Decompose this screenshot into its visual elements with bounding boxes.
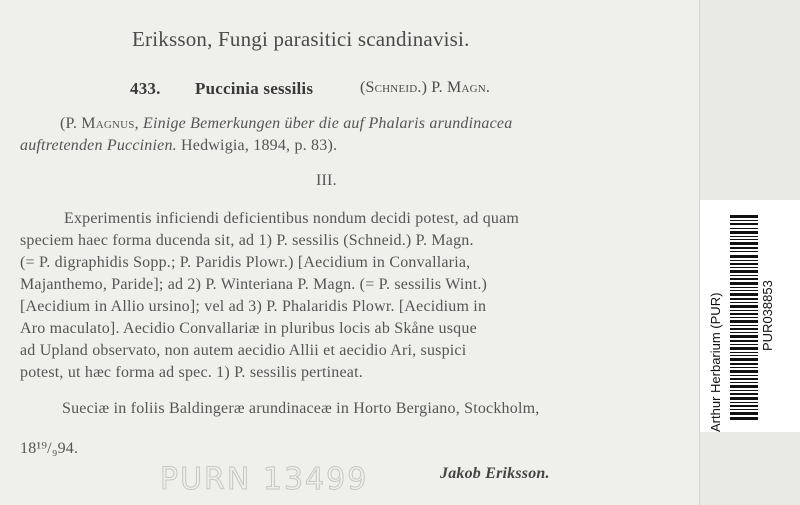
collection-date: 18¹⁹/₉94. — [20, 440, 79, 457]
barcode-icon — [730, 215, 758, 420]
reference-title: Einige Bemerkungen über die auf Phalaris arundinacea — [143, 115, 513, 132]
handwritten-accession-number: PURN 13499 — [160, 462, 369, 497]
reference-author: Magnus — [81, 115, 135, 132]
reference-text: (P. — [60, 115, 82, 132]
barcode-id: PUR038853 — [760, 280, 775, 352]
body-line: speciem haec forma ducenda sit, ad 1) P. sessilis (Schneid.) P. Magn. — [20, 232, 474, 249]
body-line: Aro maculato]. Aecidio Convallariæ in pluribus locis ab Skåne usque — [20, 320, 477, 337]
species-authority: (Schneid.) P. Magn. — [360, 79, 491, 96]
body-line: Majanthemo, Paride]; ad 2) P. Winteriana P. Magn. (= P. sessilis Wint.) — [20, 276, 488, 293]
reference-title: auftretenden Puccinien. — [20, 137, 177, 154]
collector-signature: Jakob Eriksson. — [440, 465, 550, 482]
series-header: Eriksson, Fungi parasitici scandinavisi. — [132, 27, 470, 51]
body-line: [Aecidium in Allio ursino]; vel ad 3) P. Phalaridis Plowr. [Aecidium in — [20, 298, 487, 315]
reference-citation: Hedwigia, 1894, p. 83). — [176, 137, 338, 154]
reference-line-1 — [60, 115, 512, 133]
body-line: (= P. digraphidis Sopp.; P. Paridis Plowr.) [Aecidium in Convallaria, — [20, 254, 471, 271]
body-line: potest, ut hæc forma ad spec. 1) P. sessilis pertineat. — [20, 364, 363, 381]
barcode-institution: Arthur Herbarium (PUR) — [708, 292, 723, 432]
reference-text: , — [134, 115, 143, 132]
spore-stage: III. — [316, 172, 337, 189]
specimen-number: 433. — [130, 79, 161, 98]
body-line: ad Upland observato, non autem aecidio Allii et aecidio Ari, suspici — [20, 342, 467, 359]
locality-text: Sueciæ in foliis Baldingeræ arundinaceæ in Horto Bergiano, Stockholm, — [62, 400, 540, 417]
collector-name — [440, 465, 550, 483]
body-line: Experimentis inficiendi deficientibus nondum decidi potest, ad quam — [64, 210, 520, 227]
reference-line-2 — [20, 137, 337, 155]
species-name: Puccinia sessilis — [195, 79, 314, 98]
